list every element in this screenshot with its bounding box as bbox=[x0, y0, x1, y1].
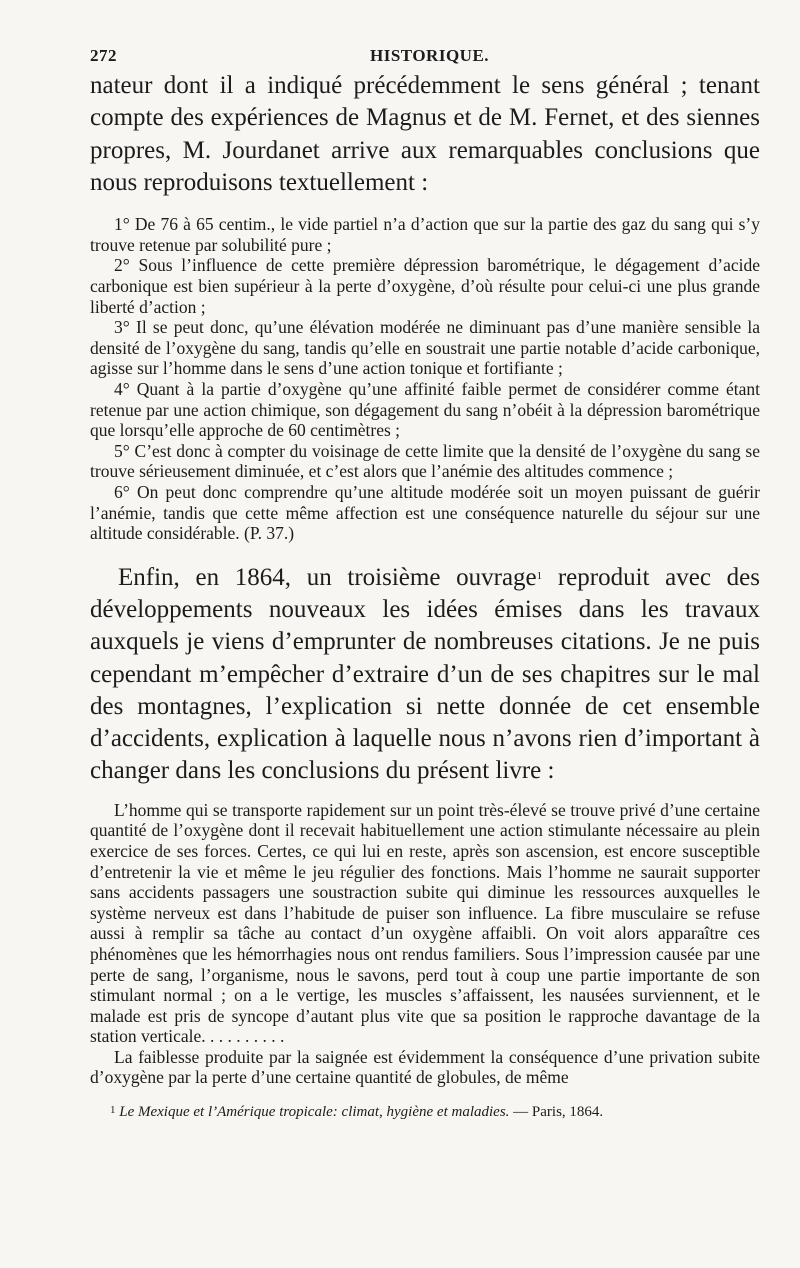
footnote-title: Le Mexique et l’Amérique tropicale: climat, hygiène et maladies. bbox=[119, 1104, 510, 1121]
conclusion-item: 3° Il se peut donc, qu’une élévation modérée ne diminuant pas d’une manière sensible la densité de l’oxygène du sang, tandis qu’elle en soustrait une partie notable d’acide carbonique, agisse sur l’homme dans le sens d’une action tonique et fortifiante ; bbox=[90, 317, 760, 379]
conclusion-item: 5° C’est donc à compter du voisinage de cette limite que la densité de l’oxygène du sang se trouve sérieusement diminuée, et c’est alors que l’anémie des altitudes commence ; bbox=[90, 440, 760, 482]
opening-paragraph: nateur dont il a indiqué précédemment le sens général ; tenant compte des expériences de Magnus et de M. Fernet, et des siennes propres, M. Jourdanet arrive aux remarquables conclusions que nous reproduisons textuellement : bbox=[90, 72, 760, 196]
middle-paragraph bbox=[90, 562, 760, 788]
quotation-block bbox=[90, 800, 760, 1088]
conclusion-item: 4° Quant à la partie d’oxygène qu’une affinité faible permet de considérer comme étant retenue par une action chimique, son dégagement du sang n’obéit à la dépression barométrique que lorsqu’elle approche de 60 centimètres ; bbox=[90, 378, 760, 441]
footnote-marker: 1 bbox=[110, 1104, 116, 1117]
middle-paragraph-start: Enfin, en 1864, un troisième ouvrage bbox=[118, 563, 537, 591]
middle-paragraph-rest: reproduit avec des développements nouveaux les idées émises dans les travaux auxquels je viens d’emprunter de nombreuses citations. Je ne puis cependant m’empêcher d’extraire d’un de ses chapitres sur le mal des montagnes, l’explication si nette donnée de cet ensemble d’accidents, explication à laquelle nous n’avons rien d’important à changer dans les conclusions du présent livre : bbox=[90, 563, 760, 785]
conclusion-item: 2° Sous l’influence de cette première dépression barométrique, le dégagement d’acide carbonique est bien supérieur à la perte d’oxygène, d’où résulte pour celui-ci une plus grande liberté d’action ; bbox=[90, 255, 760, 317]
footnote bbox=[90, 1102, 760, 1122]
page-number: 272 bbox=[90, 46, 117, 65]
footnote-publication: — Paris, 1864. bbox=[509, 1104, 604, 1121]
quotation-paragraph: La faiblesse produite par la saignée est évidemment la conséquence d’une privation subite d’oxygène par la perte d’une certaine quantité de globules, de même bbox=[90, 1046, 760, 1088]
running-title: HISTORIQUE. bbox=[370, 46, 490, 65]
conclusion-item: 1° De 76 à 65 centim., le vide partiel n’a d’action que sur la partie des gaz du sang qui s’y trouve retenue par solubilité pure ; bbox=[90, 214, 760, 255]
conclusion-item: 6° On peut donc comprendre qu’une altitude modérée soit un moyen puissant de guérir l’anémie, tandis que cette même affection est une conséquence naturelle du séjour sur une altitude considérable. (P. 37.) bbox=[90, 481, 760, 544]
footnote-reference: 1 bbox=[536, 569, 543, 582]
conclusions-list bbox=[90, 214, 760, 544]
quotation-paragraph: L’homme qui se transporte rapidement sur un point très-élevé se trouve privé d’une certaine quantité de l’oxygène dont il recevait habituellement une action stimulante nécessaire au plein exercice de ses forces. Certes, ce qui lui en reste, après son ascension, est encore susceptible d’entretenir la vie et même le jeu régulier des fonctions. Mais l’homme ne saurait supporter sans accidents passagers une soustraction subite qui diminue les ressources auxquelles le système nerveux est dans l’habitude de puiser son influence. La fibre musculaire se refuse aussi à remplir sa tâche au contact d’un oxygène affaibli. On voit alors apparaître ces phénomènes que les hémorrhagies nous ont rendus familiers. Sous l’impression causée par une perte de sang, l’organisme, nous le savons, perd tout à coup une partie importante de son stimulant normal ; on a le vertige, les muscles s’affaissent, les nausées surviennent, et le malade est pris de syncope d’autant plus vite que sa position le rapproche davantage de la station verticale. . . . . . . . . . bbox=[90, 799, 760, 1047]
page-header bbox=[90, 40, 760, 70]
